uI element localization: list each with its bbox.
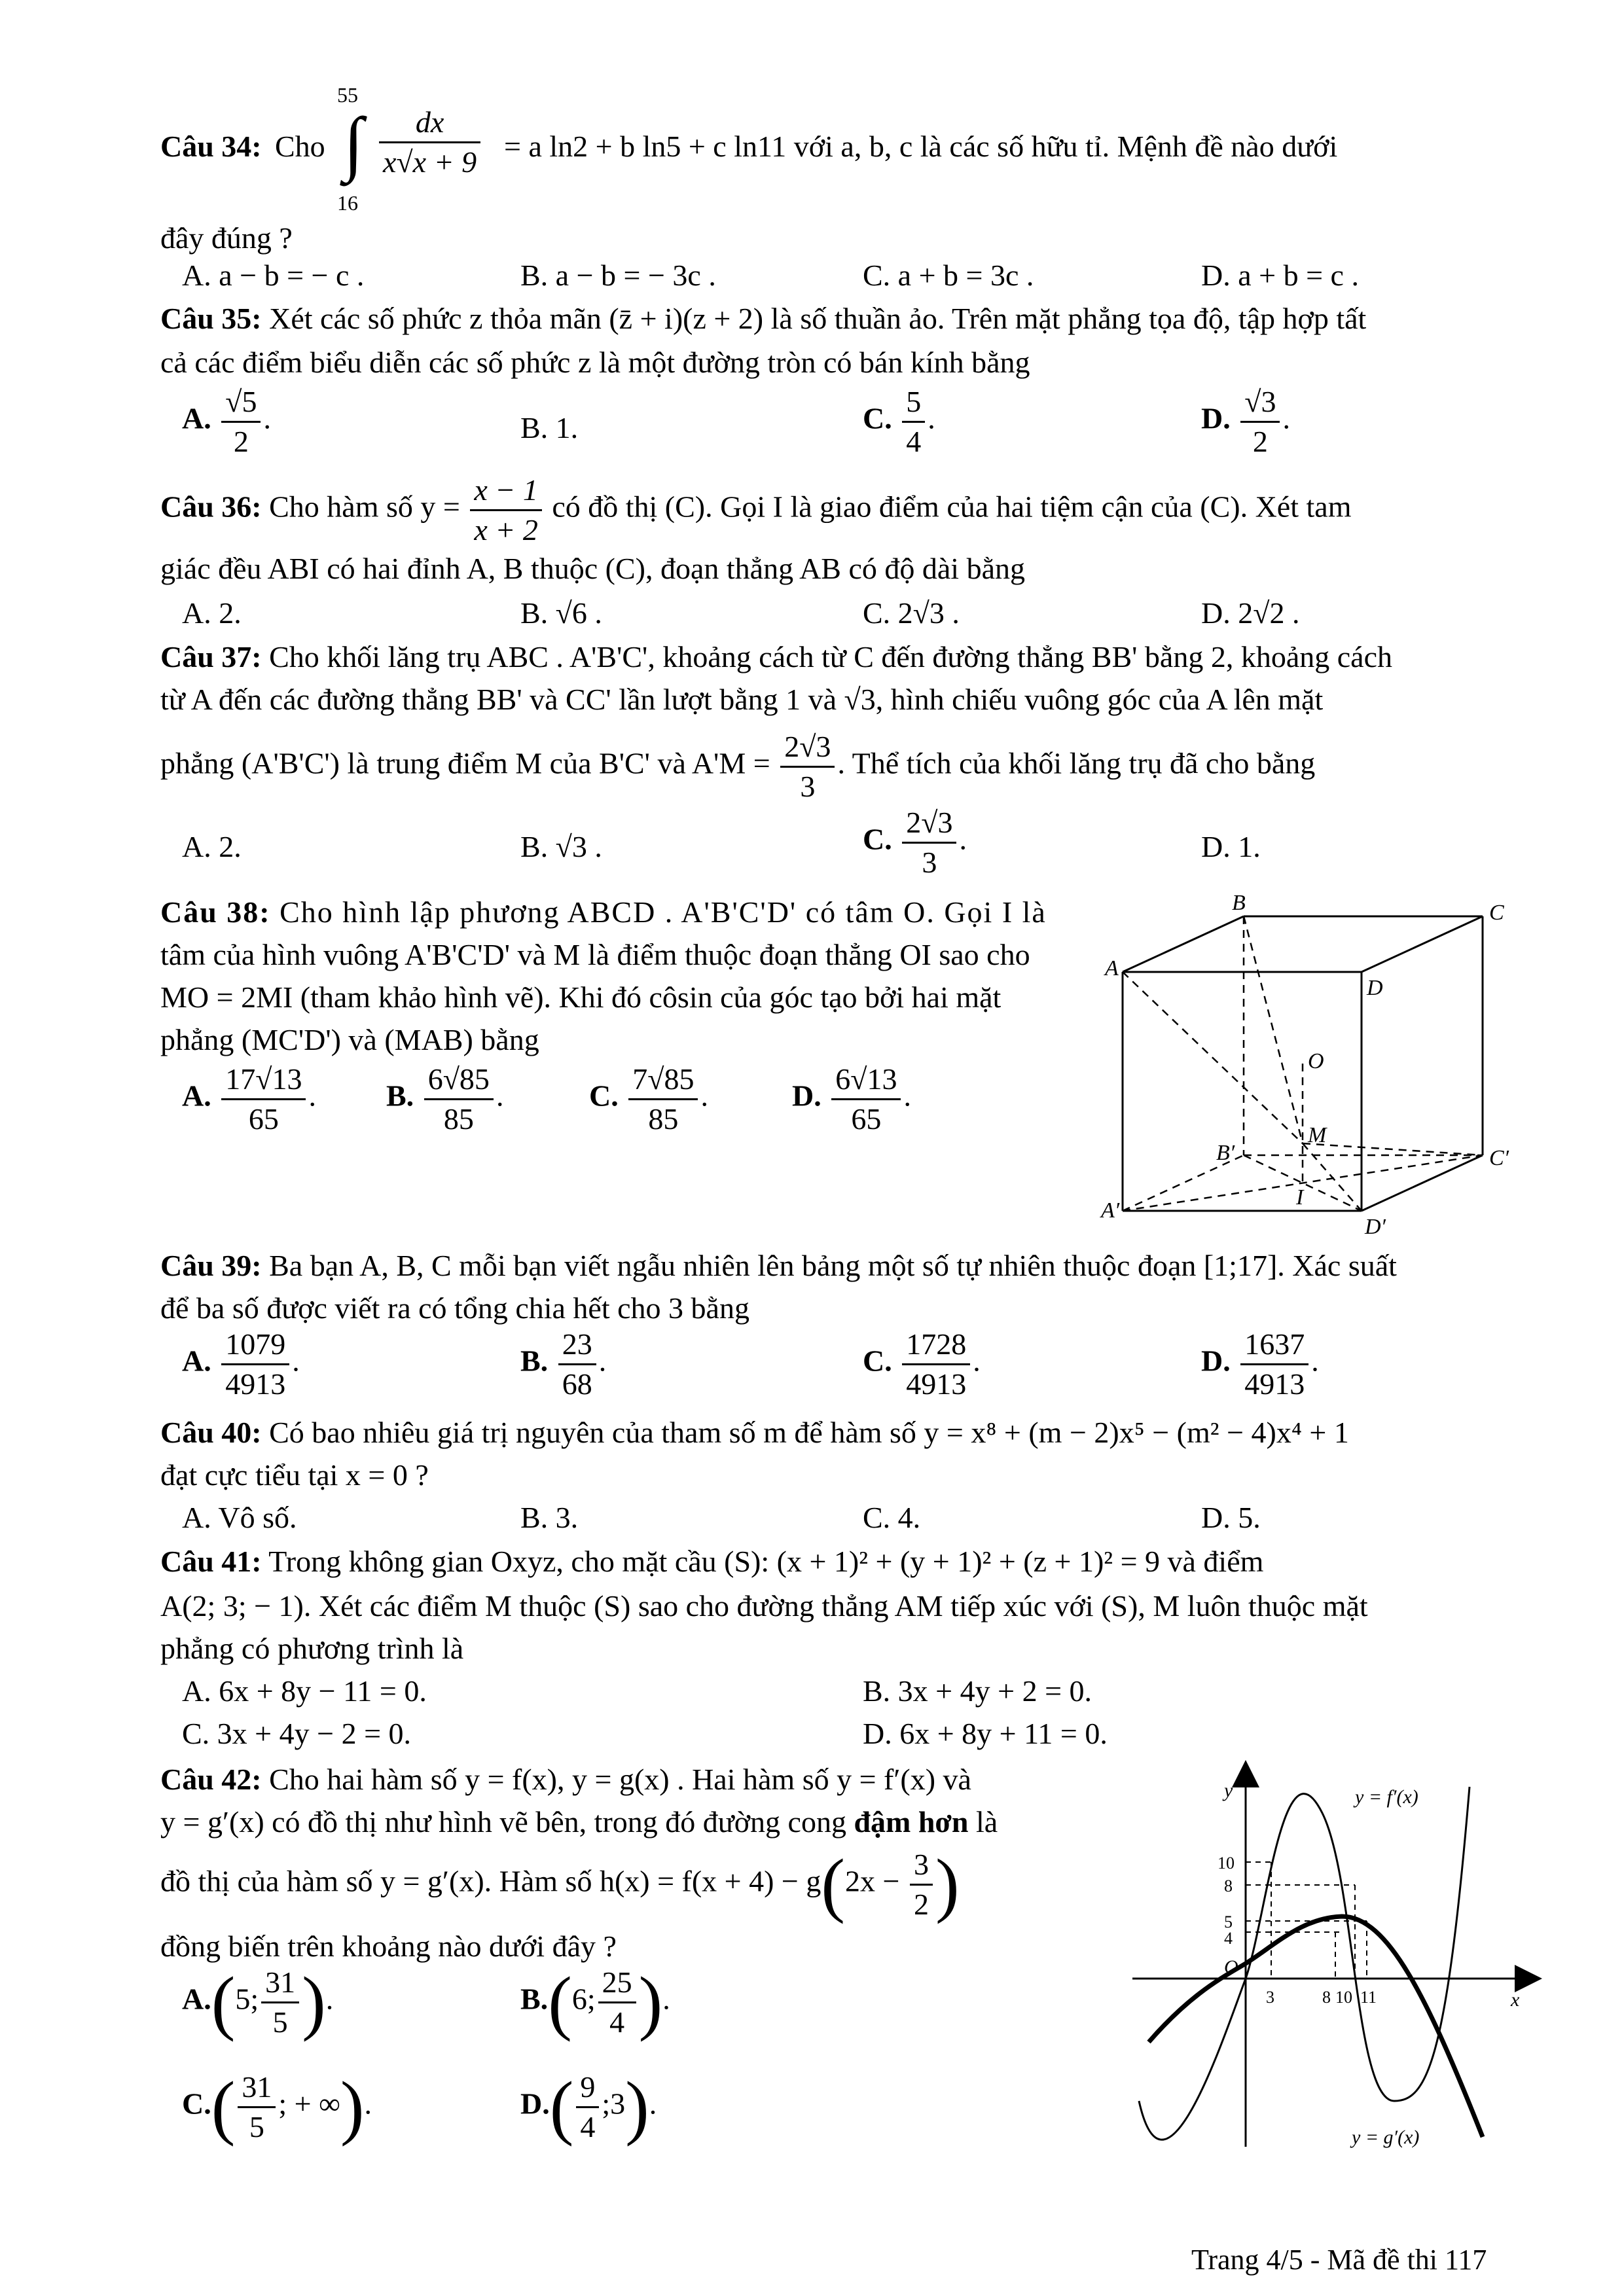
q39-opt-b: B. $\frac{23}{68}$ . [520,1325,606,1403]
q36-num: x − 1 [470,471,541,511]
q42-c-label: C. [182,2087,211,2121]
q40-line1 [160,1414,1349,1452]
q42-d-end: . [649,2087,657,2121]
q34-opt-d: D. a + b = c . [1201,259,1359,292]
y-tick-10: 10 [1218,1854,1235,1873]
q42-b-num: 25 [598,1964,636,2003]
q38-text1: Cho hình lập phương ABCD . A'B'C'D' có tâm O. Gọi I là [280,895,1047,929]
q39-d-label: D. [1201,1344,1231,1378]
q42-line2-post: là [975,1805,998,1839]
q42-c-end: . [364,2087,372,2121]
label-D1: D′ [1365,1215,1386,1239]
q40-opt-b: B. 3. [520,1501,579,1534]
label-A: A [1105,956,1119,980]
q42-line2-bold: đậm hơn [854,1805,969,1839]
q37-c-den: 3 [922,845,937,879]
q38-a-num: 17√13 [221,1060,306,1100]
q42-line2 [160,1803,998,1841]
q36-opt-b: B. √6 . [520,596,602,630]
q37-opt-c: C. $\frac{2√3}{3}$ . [863,804,967,881]
q42-opt-d: D.( $\frac{9}{4}$ ;3). [520,2067,657,2147]
q37-opt-d: D. 1. [1201,830,1261,863]
q38-a-label: A. [182,1079,211,1113]
q41-line3: phẳng có phương trình là [160,1632,464,1665]
q42-b-pre: 6; [571,1982,596,2016]
q36-opt-a: A. 2. [182,596,242,630]
q34-opt-b: B. a − b = − 3c . [520,259,716,292]
line-MC1 [1303,1143,1483,1155]
q35-line2: cả các điểm biểu diễn các số phức z là một đường tròn có bán kính bằng [160,346,1030,379]
q42-label: Câu 42: [160,1763,262,1796]
q42-d-num: 9 [576,2068,599,2108]
q34-opt-c: C. a + b = 3c . [863,259,1034,292]
x-axis-label: x [1511,1989,1520,2011]
q42-c-den: 5 [249,2109,264,2144]
q39-c-den: 4913 [906,1367,967,1401]
q36-label: Câu 36: [160,490,262,524]
q36-pre: Cho hàm số y = [269,490,460,524]
q38-c-label: C. [589,1079,619,1113]
label-C: C [1489,901,1504,925]
q37-text1: Cho khối lăng trụ ABC . A'B'C', khoảng cách từ C đến đường thẳng BB' bằng 2, khoảng cách [269,640,1393,673]
q39-opt-c: C. $\frac{1728}{4913}$ . [863,1325,981,1403]
q42-b-post: . [662,1982,670,2016]
q38-opt-c: C. $\frac{7√85}{85}$ . [589,1060,708,1138]
edge-CD [1362,916,1483,972]
q39-b-den: 68 [562,1367,592,1401]
q41-line2: A(2; 3; − 1). Xét các điểm M thuộc (S) sao cho đường thẳng AM tiếp xúc với (S), M luôn thuộc mặt [160,1589,1368,1623]
q37-c-label: C. [863,822,892,856]
q34-line2: đây đúng ? [160,221,293,255]
q38-c-num: 7√85 [628,1060,698,1100]
q42-a-post: . [325,1982,334,2016]
q39-c-label: C. [863,1344,892,1378]
q37-c-num: 2√3 [902,804,956,844]
q39-text1: Ba bạn A, B, C mỗi bạn viết ngẫu nhiên lên bảng một số tự nhiên thuộc đoạn [1;17]. Xác suất [269,1249,1397,1282]
y-tick-4: 4 [1224,1929,1233,1948]
q42-line2-pre: y = g′(x) có đồ thị như hình vẽ bên, trong đó đường cong [160,1805,846,1839]
g-prime-label: y = g′(x) [1352,2126,1420,2148]
q38-b-label: B. [386,1079,414,1113]
cube-figure [1101,890,1512,1244]
q41-label: Câu 41: [160,1545,262,1578]
q42-line4: đồng biến trên khoảng nào dưới đây ? [160,1929,617,1963]
q38-opt-d: D. $\frac{6√13}{65}$ . [792,1060,911,1138]
q42-line1 [160,1761,971,1799]
q42-line3-num: 3 [910,1846,933,1886]
q34-opt-a: A. a − b = − c . [182,259,365,292]
q42-a-label: A. [182,1982,211,2016]
label-B1: B′ [1216,1141,1235,1165]
q39-line1 [160,1247,1397,1285]
q42-opt-b: B.(6; $\frac{25}{4}$ ). [520,1962,670,2042]
q34-pre: Cho [275,130,325,163]
q40-line2: đạt cực tiểu tại x = 0 ? [160,1458,429,1492]
q38-opt-b: B. $\frac{6√85}{85}$ . [386,1060,503,1138]
q34-label: Câu 34: [160,130,262,163]
q42-line3-den: 2 [913,1887,929,1921]
origin-label: O [1224,1956,1238,1978]
q34-integrand [379,103,480,181]
q40-opt-a: A. Vô số. [182,1501,297,1534]
q41-opt-c: C. 3x + 4y − 2 = 0. [182,1717,412,1750]
q38-d-num: 6√13 [831,1060,901,1100]
q37-line3 [160,728,1315,805]
q38-line4: phẳng (MC'D') và (MAB) bằng [160,1023,539,1056]
q38-d-label: D. [792,1079,821,1113]
q35-c-num: 5 [902,383,925,423]
q38-line2: tâm của hình vuông A'B'C'D' và M là điểm thuộc đoạn thẳng OI sao cho [160,938,1030,971]
q42-d-label: D. [520,2087,550,2121]
q42-line3-inner: 2x − [845,1864,900,1898]
y-axis-label: y [1224,1780,1233,1801]
label-D: D [1367,976,1383,1000]
q39-d-num: 1637 [1240,1325,1308,1365]
q41-text1: Trong không gian Oxyz, cho mặt cầu (S): (x + 1)² + (y + 1)² + (z + 1)² = 9 và điểm [268,1545,1264,1578]
curve-g-prime [1149,1916,1483,2137]
line-BM [1244,916,1303,1143]
x-tick-11: 11 [1360,1988,1377,2007]
q40-opt-d: D. 5. [1201,1501,1261,1534]
q35-d-num: √3 [1240,383,1280,423]
q37-line3-post: . Thể tích của khối lăng trụ đã cho bằng [837,746,1316,780]
q36-line1 [160,471,1351,548]
q38-b-num: 6√85 [424,1060,494,1100]
q39-d-den: 4913 [1244,1367,1305,1401]
edge-D1C1 [1362,1155,1483,1211]
label-C1: C′ [1489,1146,1509,1170]
q35-a-label: A. [182,401,211,435]
q39-b-num: 23 [558,1325,596,1365]
q35-d-den: 2 [1252,424,1268,458]
q41-opt-d: D. 6x + 8y + 11 = 0. [863,1717,1108,1750]
y-tick-8: 8 [1224,1876,1233,1895]
label-B: B [1232,891,1246,915]
q39-b-label: B. [520,1344,549,1378]
q36-line2: giác đều ABI có hai đỉnh A, B thuộc (C), đoạn thẳng AB có độ dài bằng [160,552,1025,585]
x-tick-3: 3 [1266,1988,1274,2007]
q35-c-label: C. [863,401,892,435]
q35-a-den: 2 [233,424,249,458]
q42-opt-a: A.(5; $\frac{31}{5}$ ). [182,1962,334,2042]
q42-opt-c: C.( $\frac{31}{5}$ ; + ∞). [182,2067,372,2147]
q37-line3-den: 3 [800,769,816,803]
q42-b-den: 4 [609,2005,625,2039]
q42-a-num: 31 [261,1964,299,2003]
q37-label: Câu 37: [160,640,262,673]
q39-label: Câu 39: [160,1249,262,1282]
q38-d-den: 65 [851,1102,882,1136]
q42-c-post: ; + ∞ [278,2087,340,2121]
edge-AB [1123,916,1244,972]
q39-c-num: 1728 [902,1325,970,1365]
q34-num: dx [379,103,480,143]
q42-text1: Cho hai hàm số y = f(x), y = g(x) . Hai hàm số y = f′(x) và [269,1763,971,1796]
q42-d-den: 4 [580,2109,596,2144]
q39-a-label: A. [182,1344,211,1378]
q35-opt-b: B. 1. [520,411,579,444]
q41-line1 [160,1543,1263,1581]
q36-den: x + 2 [474,512,538,547]
q38-b-den: 85 [443,1102,474,1136]
q34-lower-limit: 16 [337,191,358,215]
q39-a-num: 1079 [221,1325,289,1365]
x-tick-8: 8 [1322,1988,1331,2007]
q37-line1 [160,638,1392,676]
q39-opt-a: A. $\frac{1079}{4913}$ . [182,1325,300,1403]
q35-opt-d: D. $\frac{√3}{2}$ . [1201,383,1290,460]
line-MD1 [1303,1143,1362,1211]
q42-b-label: B. [520,1982,549,2016]
q40-opt-c: C. 4. [863,1501,921,1534]
q42-d-post: ;3 [602,2087,626,2121]
q36-post: có đồ thị (C). Gọi I là giao điểm của hai tiệm cận của (C). Xét tam [552,490,1352,524]
x-tick-10: 10 [1335,1988,1352,2007]
q35-a-num: √5 [221,383,261,423]
q34-rhs: = a ln2 + b ln5 + c ln11 với a, b, c là các số hữu tỉ. Mệnh đề nào dưới [504,130,1338,163]
q38-c-den: 85 [648,1102,679,1136]
q35-opt-a: A. $\frac{√5}{2}$ . [182,383,271,460]
q37-line3-num: 2√3 [780,728,835,768]
q42-line3: đồ thị của hàm số y = g′(x). Hàm số h(x) = f(x + 4) − g(2x − $\frac{3}{2}$ ) [160,1844,960,1924]
q41-opt-a: A. 6x + 8y − 11 = 0. [182,1674,427,1708]
q39-opt-d: D. $\frac{1637}{4913}$ . [1201,1325,1319,1403]
q40-text1: Có bao nhiêu giá trị nguyên của tham số m để hàm số y = x⁸ + (m − 2)x⁵ − (m² − 4)x⁴ + 1 [269,1416,1349,1449]
q39-a-den: 4913 [225,1367,286,1401]
label-A1: A′ [1101,1198,1120,1223]
q36-opt-c: C. 2√3 . [863,596,960,630]
q38-a-den: 65 [248,1102,279,1136]
q38-line1 [160,893,1047,931]
q35-d-label: D. [1201,401,1231,435]
label-M: M [1308,1123,1327,1147]
q35-label: Câu 35: [160,302,262,335]
q41-opt-b: B. 3x + 4y + 2 = 0. [863,1674,1092,1708]
q35-opt-c: C. $\frac{5}{4}$ . [863,383,935,460]
q34-den: x√x + 9 [383,145,477,179]
q42-a-pre: 5; [235,1982,259,2016]
f-prime-label: y = f′(x) [1355,1786,1418,1808]
q42-c-num: 31 [238,2068,276,2108]
y-tick-5: 5 [1224,1912,1233,1931]
curve-f-prime [1139,1787,1470,2140]
q35-c-den: 4 [906,424,922,458]
line-AM [1123,972,1303,1143]
q37-opt-a: A. 2. [182,830,242,863]
q42-a-den: 5 [272,2005,288,2039]
label-O: O [1308,1049,1324,1073]
q35-text1: Xét các số phức z thỏa mãn (z̄ + i)(z + 2) là số thuần ảo. Trên mặt phẳng tọa độ, tập hợp tất [269,302,1367,335]
q40-label: Câu 40: [160,1416,262,1449]
q39-line2: để ba số được viết ra có tổng chia hết cho 3 bằng [160,1291,749,1325]
q37-opt-b: B. √3 . [520,830,602,863]
q42-graph [1119,1761,1538,2153]
q37-line2: từ A đến các đường thẳng BB' và CC' lần lượt bằng 1 và √3, hình chiếu vuông góc của A lên mặt [160,683,1324,716]
q38-label: Câu 38: [160,895,271,929]
q42-line3-pre: đồ thị của hàm số y = g′(x). Hàm số h(x) = f(x + 4) − g [160,1864,821,1898]
q37-line3-pre: phẳng (A'B'C') là trung điểm M của B'C' và A'M = [160,746,770,780]
q38-line3: MO = 2MI (tham khảo hình vẽ). Khi đó côsin của góc tạo bởi hai mặt [160,980,1001,1014]
q38-opt-a: A. $\frac{17√13}{65}$ . [182,1060,316,1138]
label-I: I [1296,1185,1304,1210]
q34-upper-limit: 55 [337,83,358,107]
q35-line1 [160,300,1366,338]
q36-opt-d: D. 2√2 . [1201,596,1300,630]
page-footer: Trang 4/5 - Mã đề thi 117 [1191,2244,1487,2276]
integral-sign: ∫ [344,103,364,183]
